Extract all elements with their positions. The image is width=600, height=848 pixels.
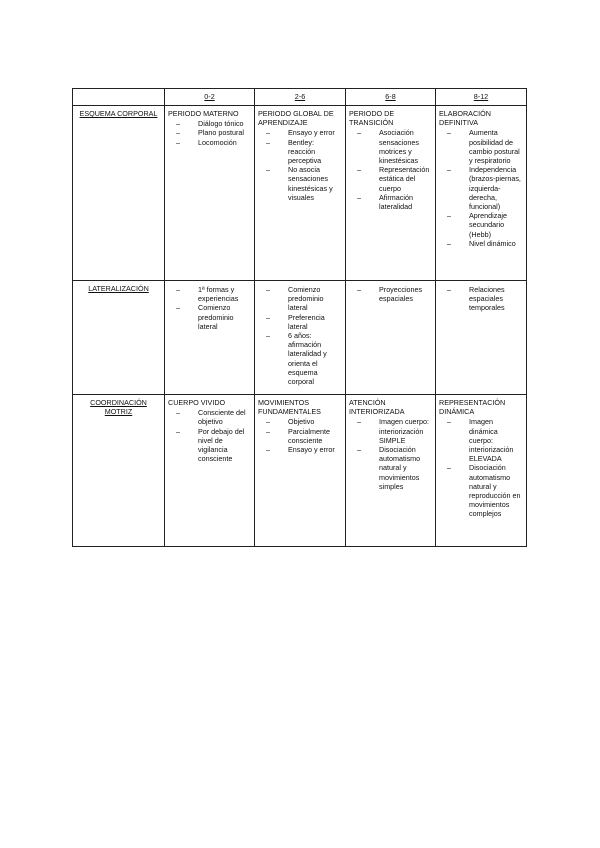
- cell-item-list: [349, 128, 432, 211]
- table-cell: [165, 106, 255, 281]
- list-item: – Afirmación lateralidad: [355, 193, 432, 211]
- development-table: [72, 88, 527, 547]
- list-item: – Nivel dinámico: [445, 239, 523, 248]
- cell-title: REPRESENTACIÓN DINÁMICA: [439, 398, 506, 417]
- table-row-lateralizacion: [73, 281, 527, 395]
- list-item: – Plano postural: [174, 128, 251, 137]
- list-item: – Aprendizaje secundario (Hebb): [445, 211, 523, 239]
- cell-title: ATENCIÓN INTERIORIZADA: [349, 398, 405, 417]
- header-age-8-12: 8-12: [436, 89, 527, 106]
- table-cell: [255, 106, 346, 281]
- cell-item-list: [439, 128, 523, 248]
- list-item: – No asocia sensaciones kinestésicas y visuales: [264, 165, 342, 202]
- list-item: – Preferencia lateral: [264, 313, 342, 331]
- header-corner-cell: [73, 89, 165, 106]
- list-item: – Comienzo predominio lateral: [264, 285, 342, 313]
- list-item: – Aumenta posibilidad de cambio postural y respiratorio: [445, 128, 523, 165]
- table-cell: [255, 395, 346, 547]
- header-age-0-2: 0-2: [165, 89, 255, 106]
- table-cell: [255, 281, 346, 395]
- list-item: – 6 años: afirmación lateralidad y orienta el esquema corporal: [264, 331, 342, 386]
- row-label-esquema-corporal: ESQUEMA CORPORAL: [73, 106, 165, 281]
- list-item: – Bentley: reacción perceptiva: [264, 138, 342, 166]
- table-row-coordinacion-motriz: [73, 395, 527, 547]
- cell-item-list: [349, 285, 432, 303]
- list-item: – Parcialmente consciente: [264, 427, 342, 445]
- list-item: – Asociación sensaciones motrices y kinestésicas: [355, 128, 432, 165]
- list-item: – Ensayo y error: [264, 445, 342, 454]
- table-cell: [436, 281, 527, 395]
- row-label-lateralizacion: LATERALIZACIÓN: [73, 281, 165, 395]
- table-cell: [436, 106, 527, 281]
- cell-item-list: [258, 128, 342, 202]
- list-item: – 1ª formas y experiencias: [174, 285, 251, 303]
- cell-title: CUERPO VIVIDO: [168, 398, 226, 407]
- table-row-esquema-corporal: [73, 106, 527, 281]
- list-item: – Representación estática del cuerpo: [355, 165, 432, 193]
- list-item: – Objetivo: [264, 417, 342, 426]
- table-cell: [436, 395, 527, 547]
- cell-item-list: [258, 285, 342, 386]
- list-item: – Disociación automatismo natural y movimientos simples: [355, 445, 432, 491]
- list-item: – Comienzo predominio lateral: [174, 303, 251, 331]
- cell-item-list: [168, 285, 251, 331]
- table-cell: [346, 395, 436, 547]
- cell-item-list: [439, 285, 523, 313]
- cell-title: PERIODO MATERNO: [168, 109, 239, 118]
- row-label-coordinacion-motriz: COORDINACIÓN MOTRIZ: [73, 395, 165, 547]
- table-cell: [346, 106, 436, 281]
- table-cell: [165, 395, 255, 547]
- table-cell: [346, 281, 436, 395]
- cell-item-list: [168, 119, 251, 147]
- list-item: – Disociación automatismo natural y reproducción en movimientos complejos: [445, 463, 523, 518]
- table-header-row: [73, 89, 527, 106]
- header-age-6-8: 6-8: [346, 89, 436, 106]
- list-item: – Consciente del objetivo: [174, 408, 251, 426]
- list-item: – Independencia (brazos-piernas, izquierda-derecha, funcional): [445, 165, 523, 211]
- list-item: – Imagen dinámica cuerpo: interiorización ELEVADA: [445, 417, 523, 463]
- table-cell: [165, 281, 255, 395]
- header-age-2-6: 2-6: [255, 89, 346, 106]
- cell-item-list: [258, 417, 342, 454]
- list-item: – Proyecciones espaciales: [355, 285, 432, 303]
- cell-item-list: [349, 417, 432, 491]
- list-item: – Locomoción: [174, 138, 251, 147]
- cell-title: PERIODO DE TRANSICIÓN: [349, 109, 395, 128]
- cell-title: PERIODO GLOBAL DE APRENDIZAJE: [258, 109, 334, 128]
- list-item: – Relaciones espaciales temporales: [445, 285, 523, 313]
- list-item: – Diálogo tónico: [174, 119, 251, 128]
- cell-item-list: [439, 417, 523, 518]
- cell-item-list: [168, 408, 251, 463]
- list-item: – Por debajo del nivel de vigilancia consciente: [174, 427, 251, 464]
- cell-title: ELABORACIÓN DEFINITIVA: [439, 109, 491, 128]
- list-item: – Ensayo y error: [264, 128, 342, 137]
- cell-title: MOVIMIENTOS FUNDAMENTALES: [258, 398, 321, 417]
- list-item: – Imagen cuerpo: interiorización SIMPLE: [355, 417, 432, 445]
